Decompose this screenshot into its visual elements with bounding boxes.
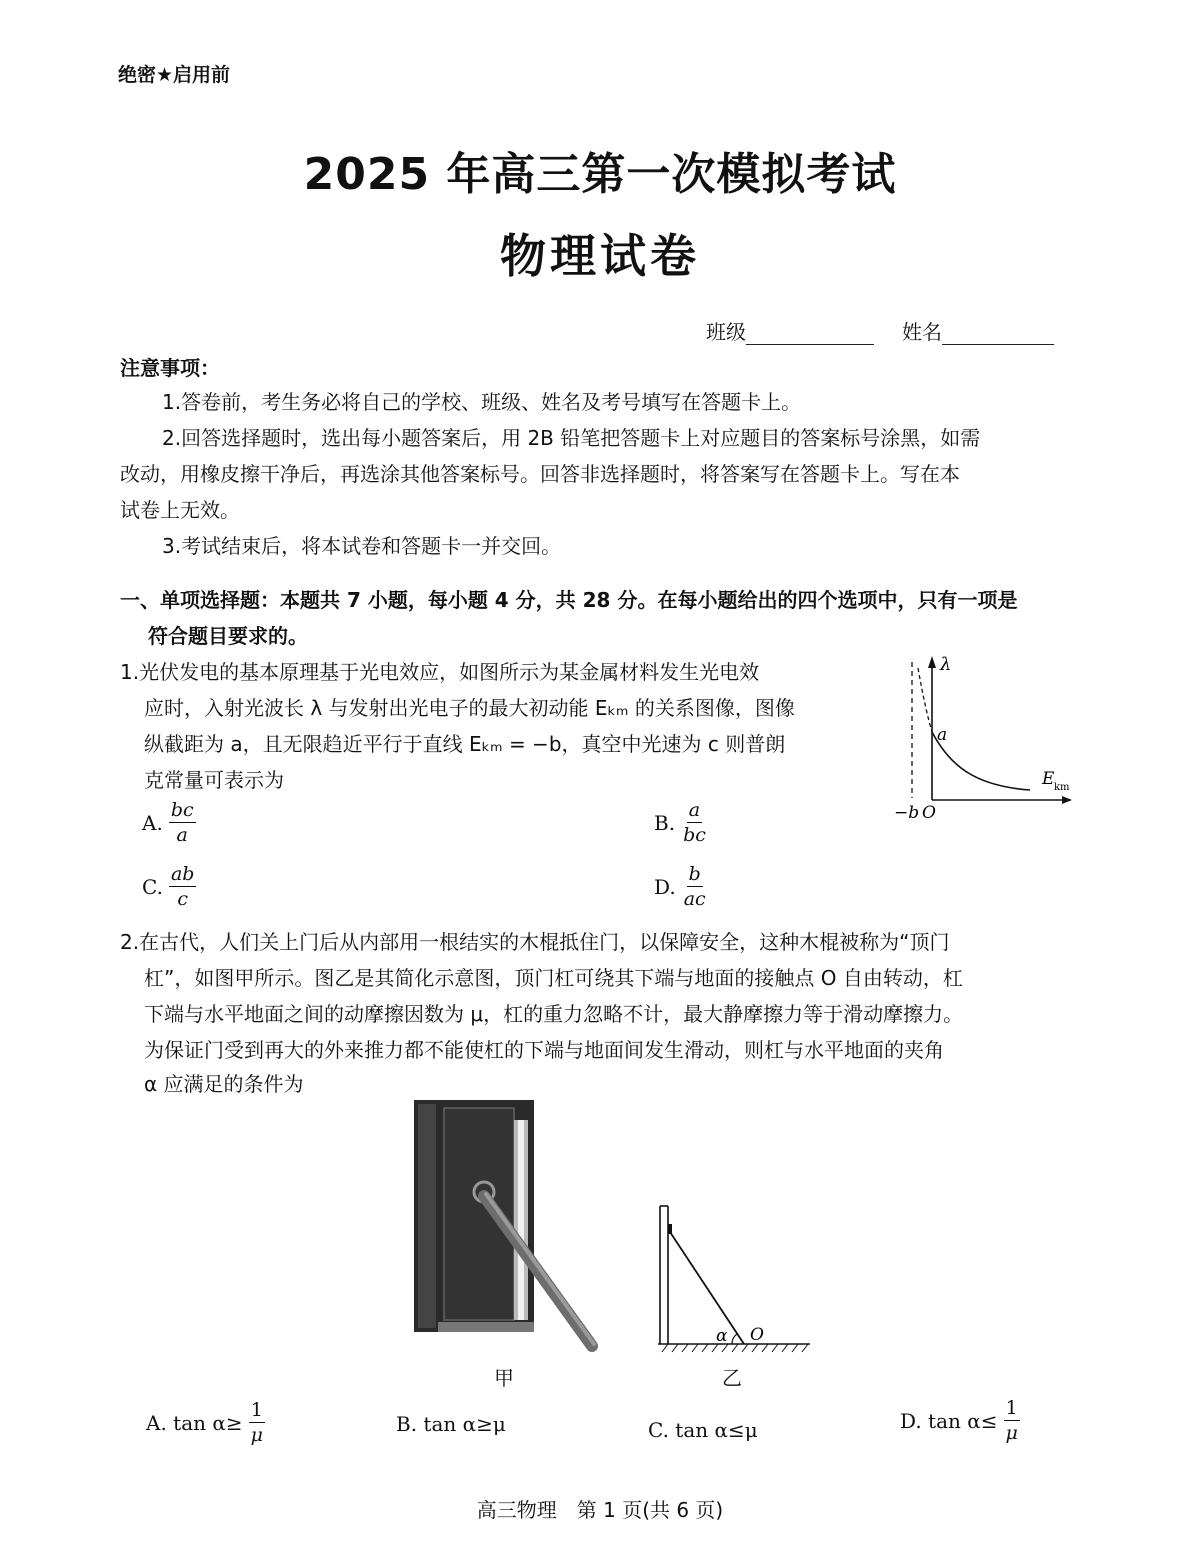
exam-title: 2025 年高三第一次模拟考试 [303, 149, 897, 200]
option-text: C. tan α≤μ [648, 1418, 758, 1442]
q1-option-d[interactable] [654, 862, 708, 911]
bar-diagram [652, 1200, 814, 1360]
option-letter: A. [142, 810, 163, 835]
ground-hatch [662, 1344, 808, 1352]
intercept-label: a [937, 725, 948, 745]
bar-line [670, 1232, 744, 1344]
name-label: 姓名 [902, 320, 942, 344]
option-text: A. tan α≥ [146, 1410, 243, 1435]
fraction: $\frac{1}{\mu}$ [1005, 1397, 1018, 1444]
section-heading-line2: 符合题目要求的。 [148, 624, 308, 648]
dashed-curve [918, 668, 932, 732]
notice-item-2-line2: 改动，用橡皮擦干净后，再选涂其他答案标号。回答非选择题时，将答案写在答题卡上。写在本 [120, 462, 960, 486]
fraction: $\frac{ab}{c}$ [170, 863, 195, 910]
name-blank [942, 323, 1054, 345]
class-field [706, 316, 874, 345]
door-gap-light [518, 1120, 524, 1320]
option-letter: B. [654, 810, 676, 835]
notice-item-1: 1.答卷前，考生务必将自己的学校、班级、姓名及考号填写在答题卡上。 [162, 390, 802, 414]
fraction: $\frac{a}{bc}$ [683, 799, 706, 846]
q1-line2: 应时，入射光波长 λ 与发射出光电子的最大初动能 Eₖₘ 的关系图像，图像 [144, 696, 795, 720]
q2-option-b[interactable] [396, 1412, 506, 1436]
option-text: B. tan α≥μ [396, 1412, 506, 1436]
confidential-label: 绝密★启用前 [118, 64, 231, 86]
q2-line1: 2.在古代，人们关上门后从内部用一根结实的木棍抵住门，以保障安全，这种木棍被称为“顶门 [120, 930, 950, 954]
x-label-sub: km [1054, 782, 1070, 793]
caption-yi: 乙 [722, 1366, 742, 1390]
q1-line4: 克常量可表示为 [144, 768, 284, 792]
fraction: $\frac{1}{\mu}$ [250, 1399, 263, 1446]
q2-line3: 下端与水平地面之间的动摩擦因数为 μ，杠的重力忽略不计，最大静摩擦力等于滑动摩擦力。 [144, 1002, 964, 1026]
q2-line2: 杠”，如图甲所示。图乙是其简化示意图，顶门杠可绕其下端与地面的接触点 O 自由转动，杠 [144, 966, 963, 990]
class-label: 班级 [706, 320, 746, 344]
q2-line5: α 应满足的条件为 [144, 1072, 304, 1096]
q1-option-c[interactable] [142, 862, 196, 911]
y-axis-arrow [928, 656, 936, 668]
exam-subject: 物理试卷 [500, 229, 700, 283]
pivot-label: O [750, 1325, 764, 1345]
q2-line4: 为保证门受到再大的外来推力都不能使杠的下端与地面间发生滑动，则杠与水平地面的夹角 [144, 1038, 944, 1062]
angle-arc [732, 1334, 737, 1344]
class-blank [746, 323, 874, 345]
notice-item-2-line3: 试卷上无效。 [120, 498, 240, 522]
fraction: $\frac{b}{ac}$ [683, 863, 706, 910]
q1-graph [880, 648, 1080, 820]
x-axis-arrow [1062, 796, 1072, 804]
notice-item-2-line1: 2.回答选择题时，选出每小题答案后，用 2B 铅笔把答题卡上对应题目的答案标号涂黑，如需 [162, 426, 981, 450]
notice-heading: 注意事项： [120, 356, 220, 380]
alpha-label: α [716, 1326, 728, 1346]
q1-line3: 纵截距为 a，且无限趋近平行于直线 Eₖₘ = −b，真空中光速为 c 则普朗 [144, 732, 786, 756]
y-label: λ [940, 654, 952, 675]
neg-b-label: −b [894, 803, 920, 820]
q1-line1: 1.光伏发电的基本原理基于光电效应，如图所示为某金属材料发生光电效 [120, 660, 760, 684]
name-field [902, 316, 1054, 345]
door-photo [414, 1100, 604, 1360]
section-heading-line1: 一、单项选择题：本题共 7 小题，每小题 4 分，共 28 分。在每小题给出的四个选项中，只有一项是 [120, 588, 1018, 612]
q2-option-a[interactable] [146, 1398, 265, 1447]
q2-option-c[interactable] [648, 1418, 758, 1442]
notice-item-3: 3.考试结束后，将本试卷和答题卡一并交回。 [162, 534, 562, 558]
fraction: $\frac{bc}{a}$ [170, 799, 194, 846]
option-letter: C. [142, 874, 163, 899]
x-label: E [1042, 769, 1055, 789]
q1-option-a[interactable] [142, 798, 196, 847]
door-edge [418, 1104, 436, 1328]
origin-label: O [922, 803, 936, 820]
caption-jia: 甲 [494, 1366, 514, 1390]
q1-option-b[interactable] [654, 798, 708, 847]
option-letter: D. [654, 874, 676, 899]
door-bottom [438, 1322, 534, 1332]
page-footer: 高三物理 第 1 页(共 6 页) [476, 1498, 724, 1522]
q2-option-d[interactable] [900, 1396, 1020, 1445]
option-text: D. tan α≤ [900, 1408, 998, 1433]
